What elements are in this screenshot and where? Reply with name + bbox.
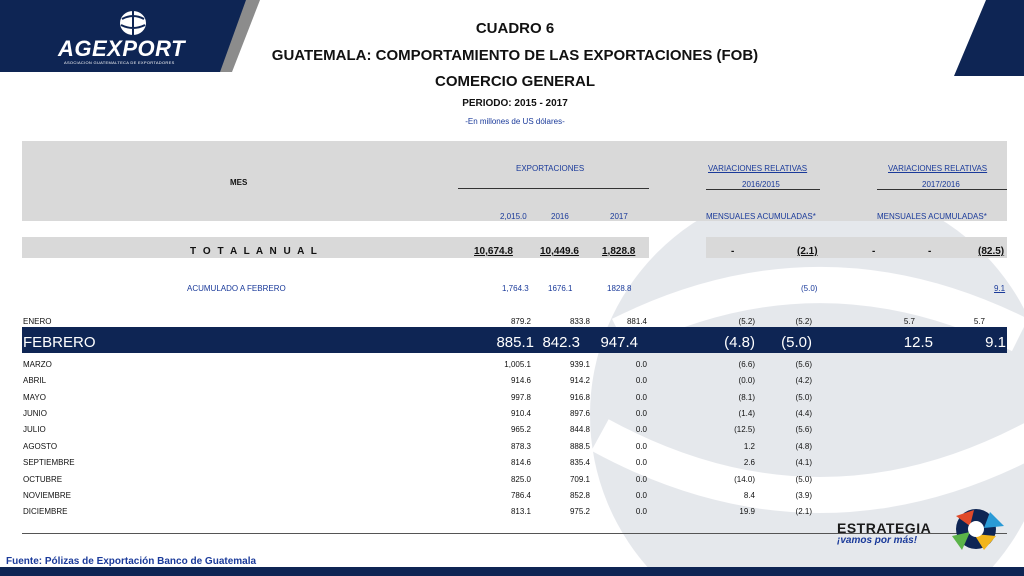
- row-2015: 910.4: [510, 409, 531, 418]
- divider: [458, 188, 649, 189]
- row-2017: 0.0: [635, 393, 647, 402]
- table-row: [22, 390, 1007, 404]
- table-row: [22, 472, 1007, 486]
- total-acumulada-2: (82.5): [978, 246, 1005, 257]
- column-period-2017-2016: 2017/2016: [922, 180, 960, 189]
- row-2017: 0.0: [635, 425, 647, 434]
- total-2015: 10,674.8: [474, 246, 513, 257]
- row-2015: 813.1: [510, 507, 531, 516]
- estrategia-brand: ESTRATEGIA: [837, 520, 932, 536]
- row-2016: 709.1: [569, 475, 590, 484]
- footer-bar: [0, 567, 1024, 576]
- accumulated-2016: 1676.1: [548, 284, 573, 293]
- row-2016: 842.3: [542, 334, 580, 351]
- row-month: JULIO: [23, 425, 46, 434]
- row-2017: 0.0: [635, 360, 647, 369]
- row-acumulada-1: (4.2): [795, 376, 812, 385]
- total-mensual-2: -: [872, 246, 876, 257]
- row-acumulada-1: (3.9): [795, 491, 812, 500]
- row-2016: 897.6: [569, 409, 590, 418]
- row-mensual-2: 12.5: [903, 334, 933, 351]
- accumulated-2017: 1828.8: [607, 284, 632, 293]
- row-acumulada-1: (5.0): [795, 475, 812, 484]
- row-acumulada-1: (4.4): [795, 409, 812, 418]
- row-mensual-1: 2.6: [743, 458, 755, 467]
- period-label: PERIODO: 2015 - 2017: [462, 98, 568, 109]
- row-month: MARZO: [23, 360, 52, 369]
- row-month: JUNIO: [23, 409, 47, 418]
- row-2016: 852.8: [569, 491, 590, 500]
- row-2016: 835.4: [569, 458, 590, 467]
- row-mensual-1: 1.2: [743, 442, 755, 451]
- table-row: [22, 373, 1007, 387]
- row-2017: 947.4: [600, 334, 638, 351]
- row-2015: 786.4: [510, 491, 531, 500]
- row-2017: 0.0: [635, 376, 647, 385]
- column-header-variaciones-1: VARIACIONES RELATIVAS: [708, 164, 808, 173]
- row-2017: 0.0: [635, 491, 647, 500]
- table-row: [22, 314, 1007, 328]
- column-period-2016-2015: 2016/2015: [742, 180, 780, 189]
- page-subtitle: COMERCIO GENERAL: [434, 73, 595, 90]
- divider: [706, 189, 820, 190]
- page-title: GUATEMALA: COMPORTAMIENTO DE LAS EXPORTACIONES (FOB): [271, 47, 759, 64]
- total-row-variations: [706, 237, 1007, 258]
- row-2016: 888.5: [569, 442, 590, 451]
- row-2016: 914.2: [569, 376, 590, 385]
- agexport-logo-subtext: ASOCIACION GUATEMALTECA DE EXPORTADORES: [64, 60, 175, 65]
- row-month: FEBRERO: [23, 334, 96, 351]
- total-mensual-2b: -: [928, 246, 932, 257]
- row-2016: 939.1: [569, 360, 590, 369]
- row-month: ENERO: [23, 317, 52, 326]
- row-month: SEPTIEMBRE: [23, 458, 75, 467]
- table-row: [22, 357, 1007, 371]
- row-month: AGOSTO: [23, 442, 58, 451]
- row-mensual-1: (12.5): [734, 425, 755, 434]
- row-acumulada-2: 9.1: [985, 334, 1006, 351]
- table-number-title: CUADRO 6: [475, 20, 555, 37]
- row-acumulada-1: (5.6): [795, 360, 812, 369]
- table-row: [22, 504, 1007, 518]
- row-mensual-2: 5.7: [903, 317, 915, 326]
- header-banner-right: [954, 0, 1024, 76]
- table-row: [22, 406, 1007, 420]
- row-2017: 881.4: [626, 317, 647, 326]
- column-sub-variaciones-2: MENSUALES ACUMULADAS*: [877, 212, 987, 221]
- total-acumulada-1: (2.1): [797, 246, 818, 257]
- row-month: DICIEMBRE: [23, 507, 68, 516]
- row-acumulada-1: (5.0): [795, 393, 812, 402]
- row-2016: 833.8: [569, 317, 590, 326]
- row-2016: 844.8: [569, 425, 590, 434]
- accumulated-var-1: (5.0): [801, 284, 818, 293]
- table-row: [22, 488, 1007, 502]
- row-2015: 825.0: [510, 475, 531, 484]
- divider: [877, 189, 1007, 190]
- row-2017: 0.0: [635, 507, 647, 516]
- column-header-mes: MES: [230, 178, 248, 187]
- row-mensual-1: (8.1): [738, 393, 755, 402]
- row-2015: 879.2: [510, 317, 531, 326]
- row-mensual-1: (4.8): [724, 334, 755, 351]
- row-2015: 814.6: [510, 458, 531, 467]
- accumulated-label: ACUMULADO A FEBRERO: [187, 284, 286, 293]
- row-2017: 0.0: [635, 458, 647, 467]
- column-year-2017: 2017: [610, 212, 628, 221]
- row-acumulada-1: (4.1): [795, 458, 812, 467]
- accumulated-var-2: 9.1: [994, 284, 1006, 293]
- row-acumulada-1: (4.8): [795, 442, 812, 451]
- table-row: [22, 439, 1007, 453]
- row-mensual-1: 19.9: [739, 507, 755, 516]
- row-2015: 965.2: [510, 425, 531, 434]
- row-2017: 0.0: [635, 409, 647, 418]
- highlighted-row-febrero: [22, 327, 1007, 353]
- total-label: T O T A L A N U A L: [190, 246, 319, 257]
- row-mensual-1: 8.4: [743, 491, 755, 500]
- column-year-2016: 2016: [551, 212, 569, 221]
- row-mensual-1: (6.6): [738, 360, 755, 369]
- row-2015: 997.8: [510, 393, 531, 402]
- row-2015: 914.6: [510, 376, 531, 385]
- row-acumulada-1: (5.6): [795, 425, 812, 434]
- row-acumulada-1: (5.2): [795, 317, 812, 326]
- row-acumulada-2: 5.7: [973, 317, 985, 326]
- row-month: NOVIEMBRE: [23, 491, 72, 500]
- column-sub-variaciones-1: MENSUALES ACUMULADAS*: [706, 212, 816, 221]
- units-label: -En millones de US dólares-: [465, 117, 565, 126]
- row-2016: 975.2: [569, 507, 590, 516]
- row-month: OCTUBRE: [23, 475, 63, 484]
- row-2016: 916.8: [569, 393, 590, 402]
- row-mensual-1: (0.0): [738, 376, 755, 385]
- estrategia-logo-icon: [944, 506, 1008, 552]
- row-mensual-1: (14.0): [734, 475, 755, 484]
- agexport-logo-text: AGEXPORT: [58, 36, 186, 61]
- row-mensual-1: (1.4): [738, 409, 755, 418]
- row-month: ABRIL: [23, 376, 47, 385]
- table-row: [22, 455, 1007, 469]
- row-acumulada-1: (5.0): [781, 334, 812, 351]
- row-acumulada-1: (2.1): [795, 507, 812, 516]
- estrategia-slogan: ¡vamos por más!: [837, 535, 918, 546]
- table-header: [22, 141, 1007, 221]
- row-2015: 885.1: [496, 334, 534, 351]
- row-2017: 0.0: [635, 475, 647, 484]
- total-mensual-1: -: [731, 246, 735, 257]
- column-year-2015: 2,015.0: [500, 212, 527, 221]
- row-month: MAYO: [23, 393, 46, 402]
- accumulated-2015: 1,764.3: [502, 284, 529, 293]
- total-2017: 1,828.8: [602, 246, 636, 257]
- table-row: [22, 422, 1007, 436]
- row-2015: 878.3: [510, 442, 531, 451]
- total-2016: 10,449.6: [540, 246, 579, 257]
- column-header-variaciones-2: VARIACIONES RELATIVAS: [888, 164, 988, 173]
- row-mensual-1: (5.2): [738, 317, 755, 326]
- column-header-exportaciones: EXPORTACIONES: [516, 164, 585, 173]
- source-note: Fuente: Pólizas de Exportación Banco de Guatemala: [6, 556, 257, 567]
- row-2015: 1,005.1: [504, 360, 531, 369]
- row-2017: 0.0: [635, 442, 647, 451]
